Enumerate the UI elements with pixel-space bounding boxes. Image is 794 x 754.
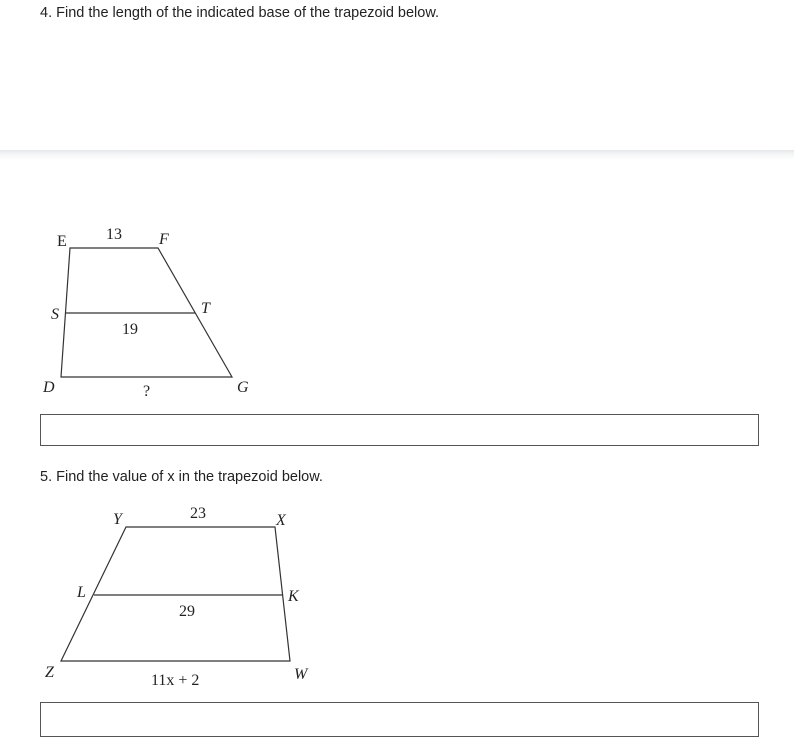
label-vertex-y: Y [113, 511, 122, 528]
label-bottom-base: ? [143, 383, 151, 400]
question-5-text: 5. Find the value of x in the trapezoid below. [40, 469, 323, 485]
question-5-answer-input[interactable] [40, 702, 759, 737]
label-vertex-t: T [201, 300, 210, 317]
label-vertex-z: Z [45, 664, 54, 681]
label-top-base: 23 [190, 505, 206, 522]
trapezoid-yxwz [61, 527, 290, 661]
label-vertex-f: F [159, 231, 169, 248]
label-midsegment: 29 [179, 603, 195, 620]
label-vertex-e: E [57, 233, 67, 250]
label-vertex-w: W [294, 666, 308, 683]
label-vertex-l: L [77, 584, 86, 601]
label-vertex-x: X [276, 512, 286, 529]
label-vertex-g: G [237, 379, 249, 396]
label-bottom-base: 11x + 2 [151, 672, 200, 689]
label-vertex-k: K [288, 588, 299, 605]
question-4-text: 4. Find the length of the indicated base of the trapezoid below. [40, 5, 440, 21]
label-midsegment: 19 [122, 321, 138, 338]
label-top-base: 13 [106, 226, 122, 243]
label-vertex-d: D [43, 379, 55, 396]
label-vertex-s: S [51, 306, 59, 323]
